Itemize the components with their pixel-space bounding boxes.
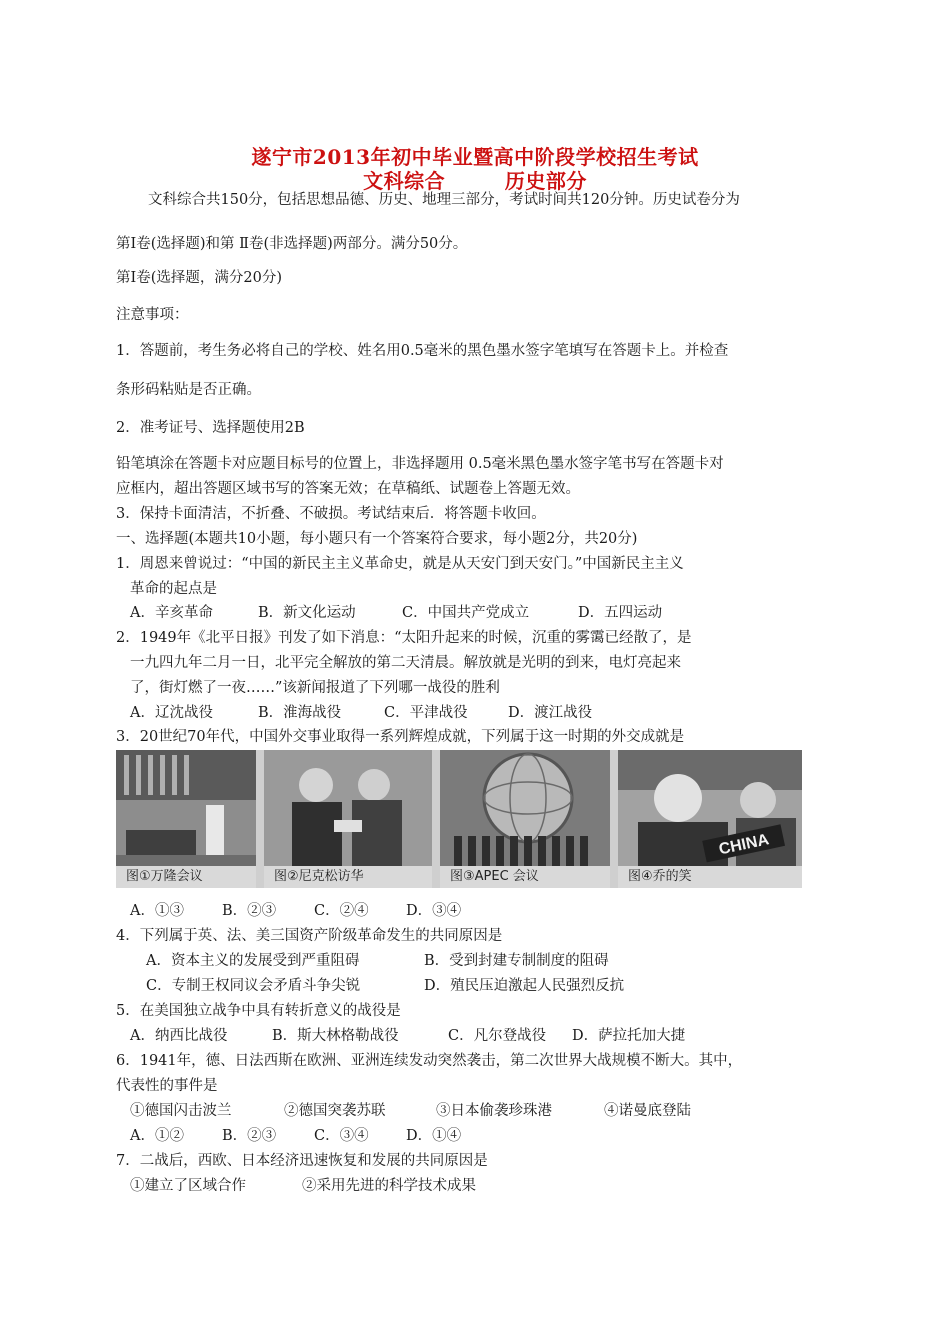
option-d: D．萨拉托加大捷: [572, 1028, 686, 1044]
question-stem: 3．20世纪70年代，中国外交事业取得一系列辉煌成就，下列属于这一时期的外交成就是: [116, 729, 685, 745]
option-b: B．②③: [222, 903, 277, 919]
exam-subtitle: 文科综合 历史部分: [363, 169, 587, 193]
photo-bandung-conference: [116, 750, 256, 888]
photo-caption: 图③APEC 会议: [440, 866, 610, 888]
notes-heading: 注意事项：: [116, 307, 189, 323]
note-item: 1．答题前，考生务必将自己的学校、姓名用0.5毫米的黑色墨水签字笔填写在答题卡上。并检查: [116, 343, 729, 359]
item-2: ②采用先进的科学技术成果: [302, 1178, 476, 1194]
photo-nixon-visit: [264, 750, 432, 888]
option-c: C．平津战役: [384, 705, 468, 721]
option-b: B．斯大林格勒战役: [272, 1028, 399, 1044]
question-stem: 代表性的事件是: [116, 1078, 218, 1094]
option-c: C．②④: [314, 903, 369, 919]
option-c: C．专制王权同议会矛盾斗争尖锐: [146, 978, 361, 994]
note-item: 2．准考证号、选择题使用2B: [116, 420, 305, 436]
photo-caption: 图①万隆会议: [116, 866, 256, 888]
option-c: C．凡尔登战役: [448, 1028, 547, 1044]
photo-strip: [116, 750, 802, 888]
item-2: ②德国突袭苏联: [284, 1103, 386, 1119]
intro-line: 第Ⅰ卷(选择题)和第 Ⅱ卷(非选择题)两部分。满分50分。: [116, 236, 468, 252]
note-item: 铅笔填涂在答题卡对应题目标号的位置上，非选择题用 0.5毫米黑色墨水签字笔书写在答题卡对: [116, 456, 724, 472]
option-d: D．①④: [406, 1128, 462, 1144]
option-a: A．①②: [130, 1128, 184, 1144]
question-stem: 6．1941年，德、日法西斯在欧洲、亚洲连续发动突然袭击，第二次世界大战规模不断大。其中，: [116, 1053, 743, 1069]
china-banner-text: CHINA: [717, 831, 771, 859]
option-c: C．③④: [314, 1128, 369, 1144]
option-b: B．新文化运动: [258, 605, 356, 621]
intro-line: 第Ⅰ卷(选择题，满分20分): [116, 270, 282, 286]
note-item: 条形码粘贴是否正确。: [116, 382, 261, 398]
option-c: C．中国共产党成立: [402, 605, 530, 621]
photo-caption: 图④乔的笑: [618, 866, 802, 888]
option-a: A．辛亥革命: [130, 605, 213, 621]
exam-title: 遂宁市2013年初中毕业暨高中阶段学校招生考试: [251, 145, 699, 169]
option-b: B．②③: [222, 1128, 277, 1144]
option-d: D．③④: [406, 903, 462, 919]
section-heading: 一、选择题(本题共10小题，每小题只有一个答案符合要求，每小题2分，共20分): [116, 531, 638, 547]
question-stem: 7．二战后，西欧、日本经济迅速恢复和发展的共同原因是: [116, 1153, 488, 1169]
photo-caption: 图②尼克松访华: [264, 866, 432, 888]
question-stem: 革命的起点是: [130, 581, 217, 597]
question-stem: 了，街灯燃了一夜……”该新闻报道了下列哪一战役的胜利: [130, 680, 500, 696]
option-a: A．①③: [130, 903, 184, 919]
option-d: D．五四运动: [578, 605, 663, 621]
photo-apec-meeting: [440, 750, 610, 888]
option-a: A．纳西比战役: [130, 1028, 228, 1044]
photo-qiao-smile: [618, 750, 802, 888]
option-b: B．受到封建专制制度的阻碍: [424, 953, 609, 969]
intro-line: 文科综合共150分，包括思想品德、历史、地理三部分，考试时间共120分钟。历史试卷分为: [148, 192, 740, 208]
item-3: ③日本偷袭珍珠港: [436, 1103, 552, 1119]
item-4: ④诺曼底登陆: [604, 1103, 691, 1119]
note-item: 应框内，超出答题区域书写的答案无效；在草稿纸、试题卷上答题无效。: [116, 481, 580, 497]
option-d: D．渡江战役: [508, 705, 593, 721]
option-a: A．资本主义的发展受到严重阻碍: [146, 953, 360, 969]
question-stem: 一九四九年二月一日，北平完全解放的第二天清晨。解放就是光明的到来，电灯亮起来: [130, 655, 681, 671]
note-item: 3．保持卡面清洁，不折叠、不破损。考试结束后．将答题卡收回。: [116, 506, 546, 522]
question-stem: 5．在美国独立战争中具有转折意义的战役是: [116, 1003, 401, 1019]
option-a: A．辽沈战役: [130, 705, 213, 721]
question-stem: 4．下列属于英、法、美三国资产阶级革命发生的共同原因是: [116, 928, 503, 944]
option-d: D．殖民压迫激起人民强烈反抗: [424, 978, 625, 994]
option-b: B．淮海战役: [258, 705, 342, 721]
item-1: ①德国闪击波兰: [130, 1103, 232, 1119]
question-stem: 2．1949年《北平日报》刊发了如下消息：“太阳升起来的时候，沉重的雾霭已经散了，是: [116, 630, 692, 646]
question-stem: 1．周恩来曾说过：“中国的新民主主义革命史，就是从天安门到天安门。”中国新民主主义: [116, 556, 684, 572]
item-1: ①建立了区域合作: [130, 1178, 246, 1194]
